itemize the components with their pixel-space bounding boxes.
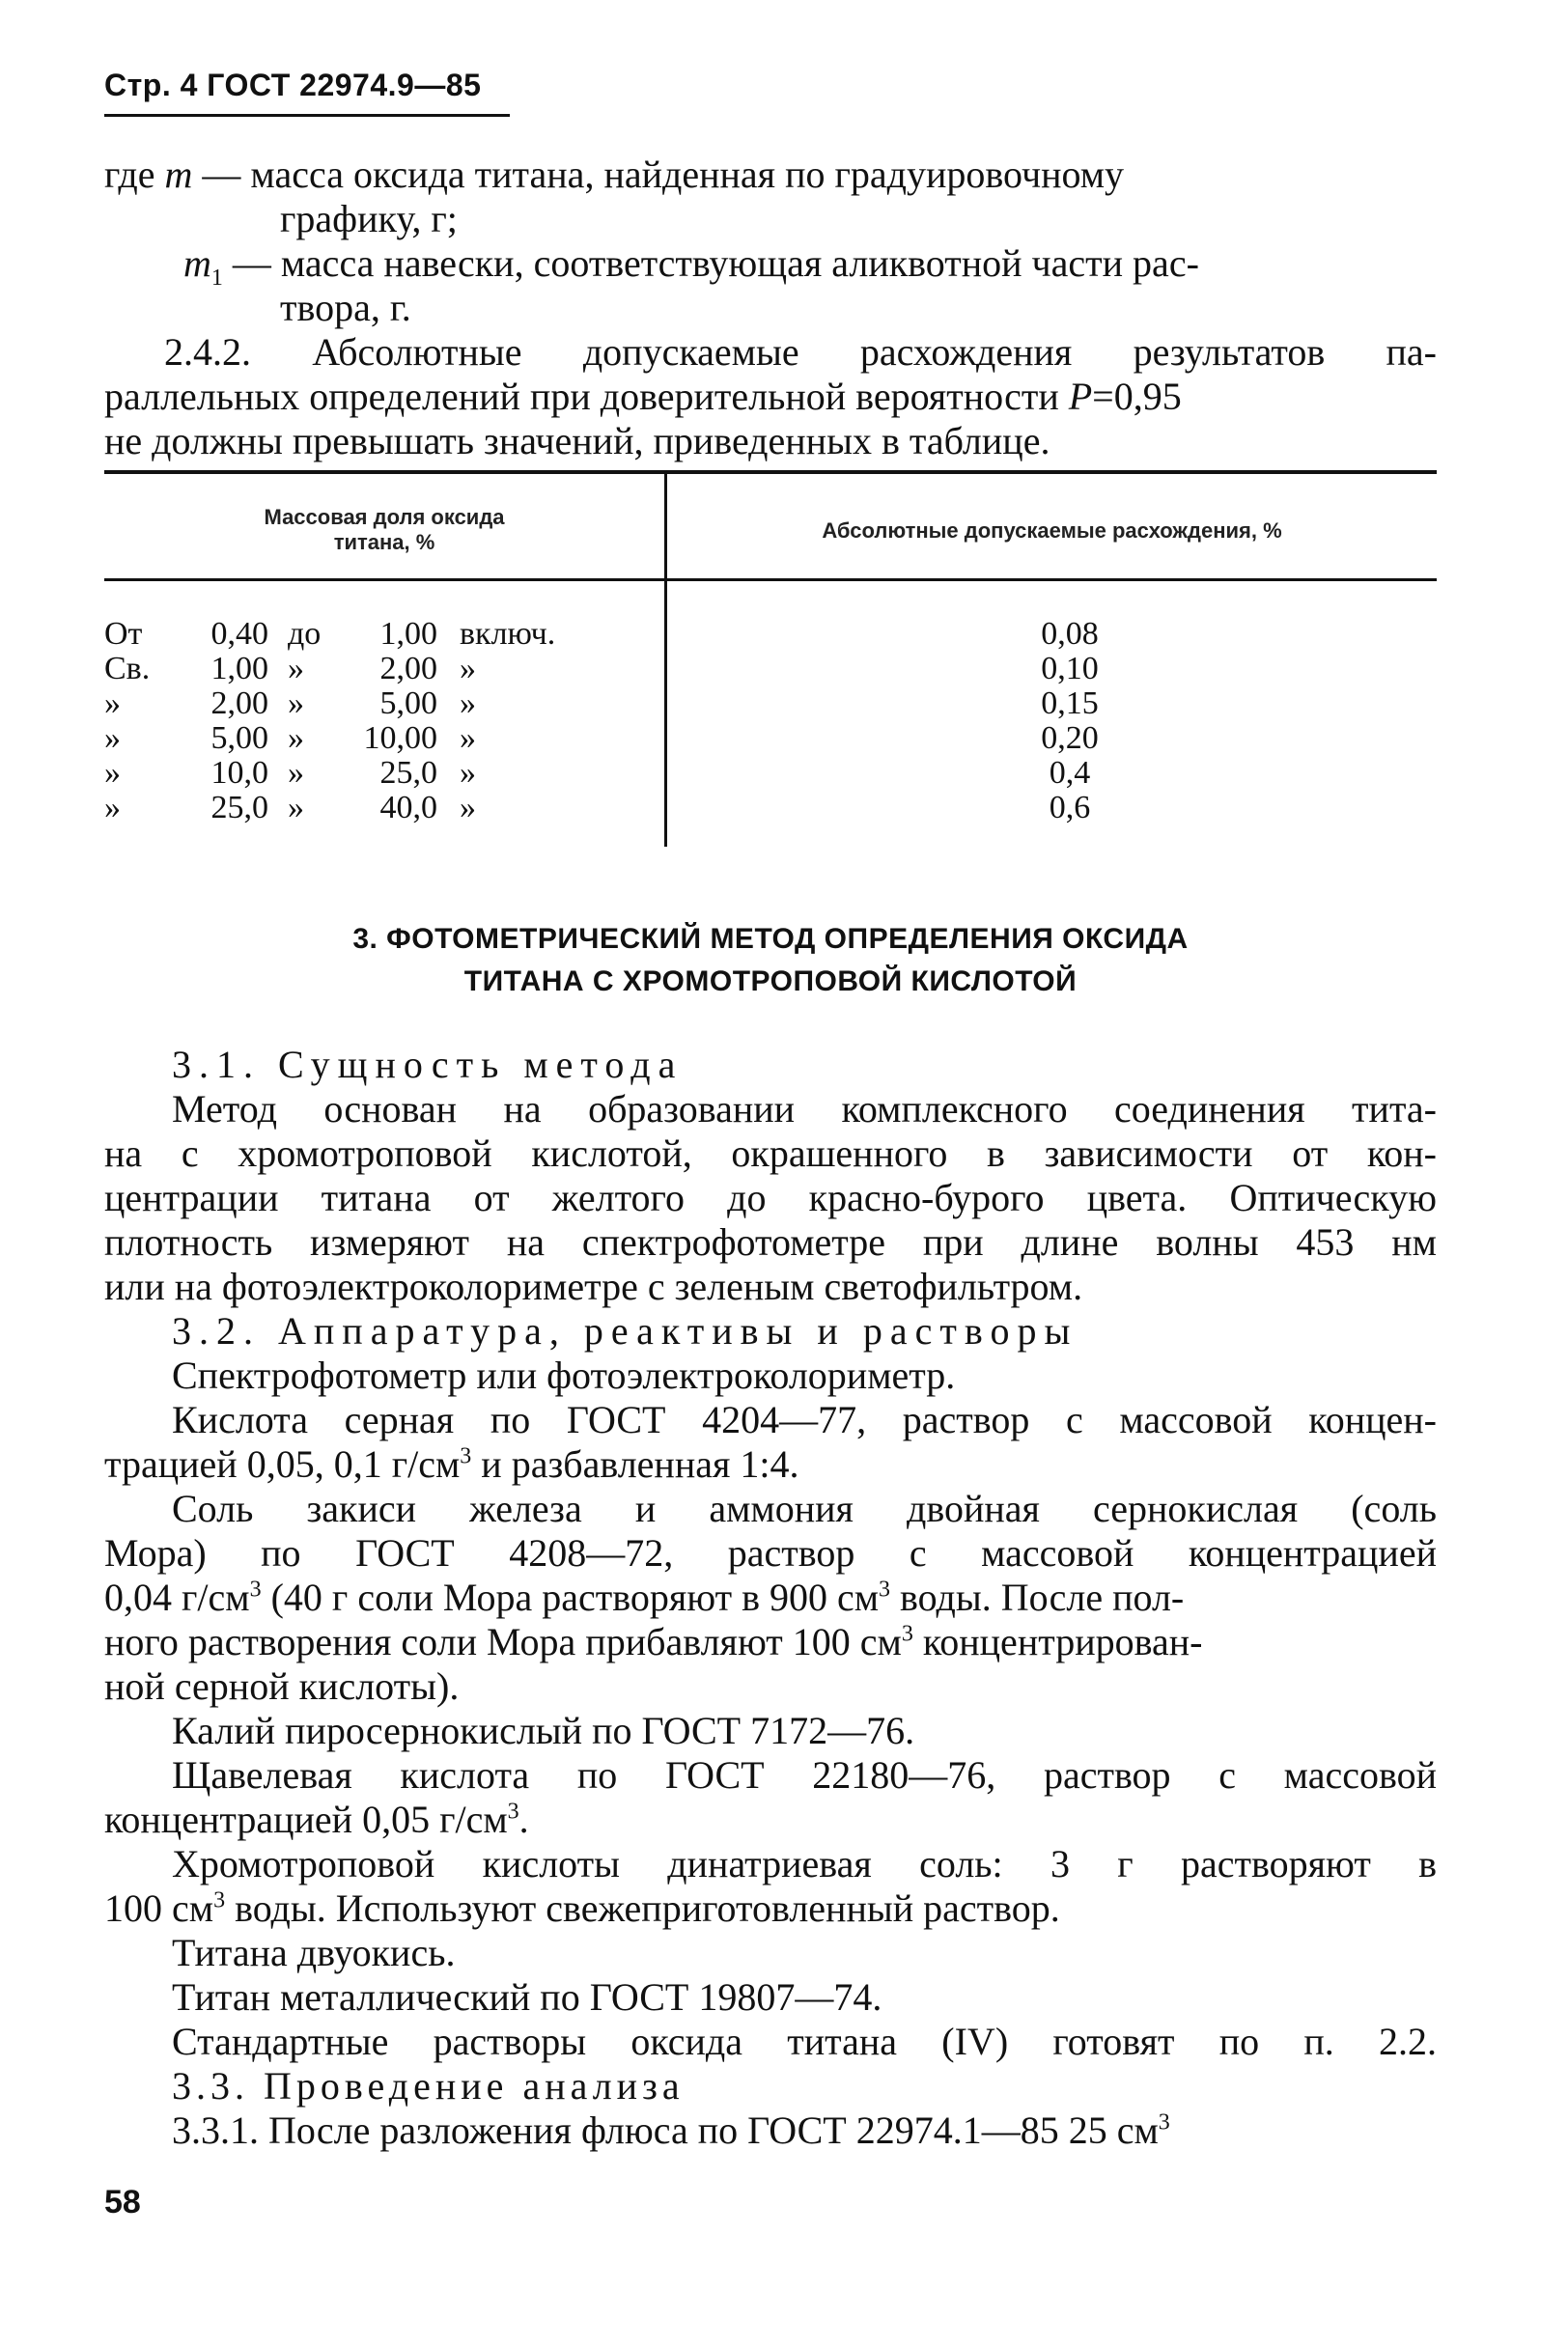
s32-line-10: Щавелевая кислота по ГОСТ 22180—76, раствор с массовой [172,1753,1437,1797]
intro-text: — масса оксида титана, найденная по градуировочному [192,153,1125,196]
page-header: Стр. 4 ГОСТ 22974.9—85 [104,68,482,102]
cell-to: » [288,685,304,721]
cell-tolerance: 0,6 [1049,790,1091,825]
superscript: 3 [213,1887,226,1913]
s32-line-14: Титана двуокись. [172,1931,456,1974]
section-title-line-1: 3. ФОТОМЕТРИЧЕСКИЙ МЕТОД ОПРЕДЕЛЕНИЯ ОКСИДА [352,923,1189,955]
cell-from: » [104,720,121,756]
s32-line-7 [104,1620,1437,1664]
cell-to: до [288,616,322,652]
superscript: 3 [1158,2109,1170,2136]
table-header-tolerance: Абсолютные допускаемые расхождения, % [822,518,1282,543]
s32-line-8: ной серной кислоты). [104,1664,460,1708]
cell-lower: 5,00 [210,720,268,756]
s32-line-3 [104,1442,799,1487]
table-row [104,652,1437,686]
cell-upper: 1,00 [379,616,437,652]
table-row [104,721,1437,756]
cell-from: » [104,685,121,721]
s32-line-4: Соль закиси железа и аммония двойная сернокислая (соль [172,1487,1437,1530]
cell-from: » [104,755,121,791]
table-row [104,686,1437,721]
s32-text: 0,04 г/см [104,1576,250,1619]
s33-text: 3.3.1. После разложения флюса по ГОСТ 22974.1—85 25 см [172,2109,1159,2152]
s32-line-2: Кислота серная по ГОСТ 4204—77, раствор с массовой концен- [172,1398,1437,1441]
s33-line-1 [172,2109,1437,2153]
s32-line-16: Стандартные растворы оксида титана (IV) готовят по п. 2.2. [172,2020,1437,2063]
cell-upper: 25,0 [379,755,437,791]
table-header-mass-fraction [104,505,664,555]
s31-line-4: плотность измеряют на спектрофотометре при длине волны 453 нм [104,1220,1437,1264]
s32-text: концентрирован- [912,1620,1203,1663]
symbol-p: P [1068,375,1093,418]
s32-line-6 [104,1576,1437,1620]
cell-lower: 0,40 [210,616,268,652]
tolerance-table [104,470,1437,847]
cell-incl: » [460,651,476,686]
superscript: 3 [249,1577,262,1603]
cell-incl: » [460,790,476,825]
p242-line-3: не должны превышать значений, приведенных в таблице. [104,419,1050,462]
superscript: 3 [879,1577,891,1603]
p242-text: =0,95 [1092,375,1182,418]
s32-text: 100 см [104,1886,214,1930]
cell-from: » [104,790,121,825]
s32-text: . [518,1798,529,1841]
cell-incl: » [460,685,476,721]
cell-tolerance: 0,20 [1041,720,1099,756]
cell-incl: включ. [460,616,556,652]
table-row [104,617,1437,652]
cell-upper: 5,00 [379,685,437,721]
s31-line-3: центрации титана от желтого до красно-бурого цвета. Оптическую [104,1176,1437,1219]
cell-upper: 2,00 [379,651,437,686]
cell-to: » [288,651,304,686]
s32-text: ного растворения соли Мора прибавляют 100 см [104,1620,902,1663]
cell-from: От [104,616,143,652]
s32-line-15: Титан металлический по ГОСТ 19807—74. [172,1975,882,2019]
superscript: 3 [507,1799,519,1825]
cell-to: » [288,755,304,791]
cell-lower: 10,0 [210,755,268,791]
cell-upper: 40,0 [379,790,437,825]
cell-to: » [288,790,304,825]
cell-tolerance: 0,08 [1041,616,1099,652]
superscript: 3 [460,1443,472,1469]
intro-line-4: твора, г. [280,286,411,329]
s31-line-5: или на фотоэлектроколориметре с зеленым светофильтром. [104,1265,1083,1308]
cell-tolerance: 0,4 [1049,755,1091,791]
s32-heading: 3.2. Аппаратура, реактивы и растворы [172,1309,1078,1353]
s32-text: воды. После пол- [890,1576,1185,1619]
p242-line-1: 2.4.2. Абсолютные допускаемые расхождения результатов па- [164,330,1437,374]
cell-lower: 25,0 [210,790,268,825]
s32-text: воды. Используют свежеприготовленный раствор. [225,1886,1060,1930]
cell-tolerance: 0,10 [1041,651,1099,686]
s32-line-5: Мора) по ГОСТ 4208—72, раствор с массовой концентрацией [104,1531,1437,1575]
table-row [104,756,1437,791]
header-line: Массовая доля оксида [264,505,505,529]
s32-text: и разбавленная 1:4. [471,1442,799,1486]
s32-line-9: Калий пиросернокислый по ГОСТ 7172—76. [172,1709,915,1752]
page-number: 58 [104,2184,141,2220]
cell-lower: 2,00 [210,685,268,721]
s32-text: (40 г соли Мора растворяют в 900 см [261,1576,880,1619]
header-line: титана, % [333,530,435,554]
cell-incl: » [460,755,476,791]
symbol-m1: m [183,241,211,285]
cell-upper: 10,00 [363,720,437,756]
intro-text: — масса навески, соответствующая аликвотной части рас- [222,241,1199,285]
superscript: 3 [901,1621,913,1647]
cell-to: » [288,720,304,756]
intro-line-2: графику, г; [280,197,458,240]
cell-incl: » [460,720,476,756]
header-rule [104,114,510,117]
cell-tolerance: 0,15 [1041,685,1099,721]
symbol-m: m [164,153,193,196]
s32-text: концентрацией 0,05 г/см [104,1798,508,1841]
p242-line-2 [104,375,1437,419]
intro-text: где [104,153,165,196]
s31-heading: 3.1. Сущность метода [172,1043,684,1086]
s32-line-11 [104,1798,529,1842]
s32-line-12: Хромотроповой кислоты динатриевая соль: 3 г растворяют в [172,1842,1437,1885]
s31-line-2: на с хромотроповой кислотой, окрашенного в зависимости от кон- [104,1131,1437,1175]
p242-text: раллельных определений при доверительной вероятности [104,375,1069,418]
table-header-rule [104,578,1437,581]
table-top-rule [104,470,1437,474]
s32-text: трацией 0,05, 0,1 г/см [104,1442,461,1486]
subscript: 1 [210,265,223,291]
s32-line-1: Спектрофотометр или фотоэлектроколориметр. [172,1354,956,1397]
section-title-line-2: ТИТАНА С ХРОМОТРОПОВОЙ КИСЛОТОЙ [463,965,1078,997]
s33-heading: 3.3. Проведение анализа [172,2064,685,2108]
intro-line-1 [104,153,1437,197]
intro-line-3 [183,241,1437,291]
cell-from: Св. [104,651,151,686]
cell-lower: 1,00 [210,651,268,686]
s31-line-1: Метод основан на образовании комплексного соединения тита- [172,1087,1437,1131]
table-row [104,791,1437,825]
s32-line-13 [104,1886,1060,1931]
